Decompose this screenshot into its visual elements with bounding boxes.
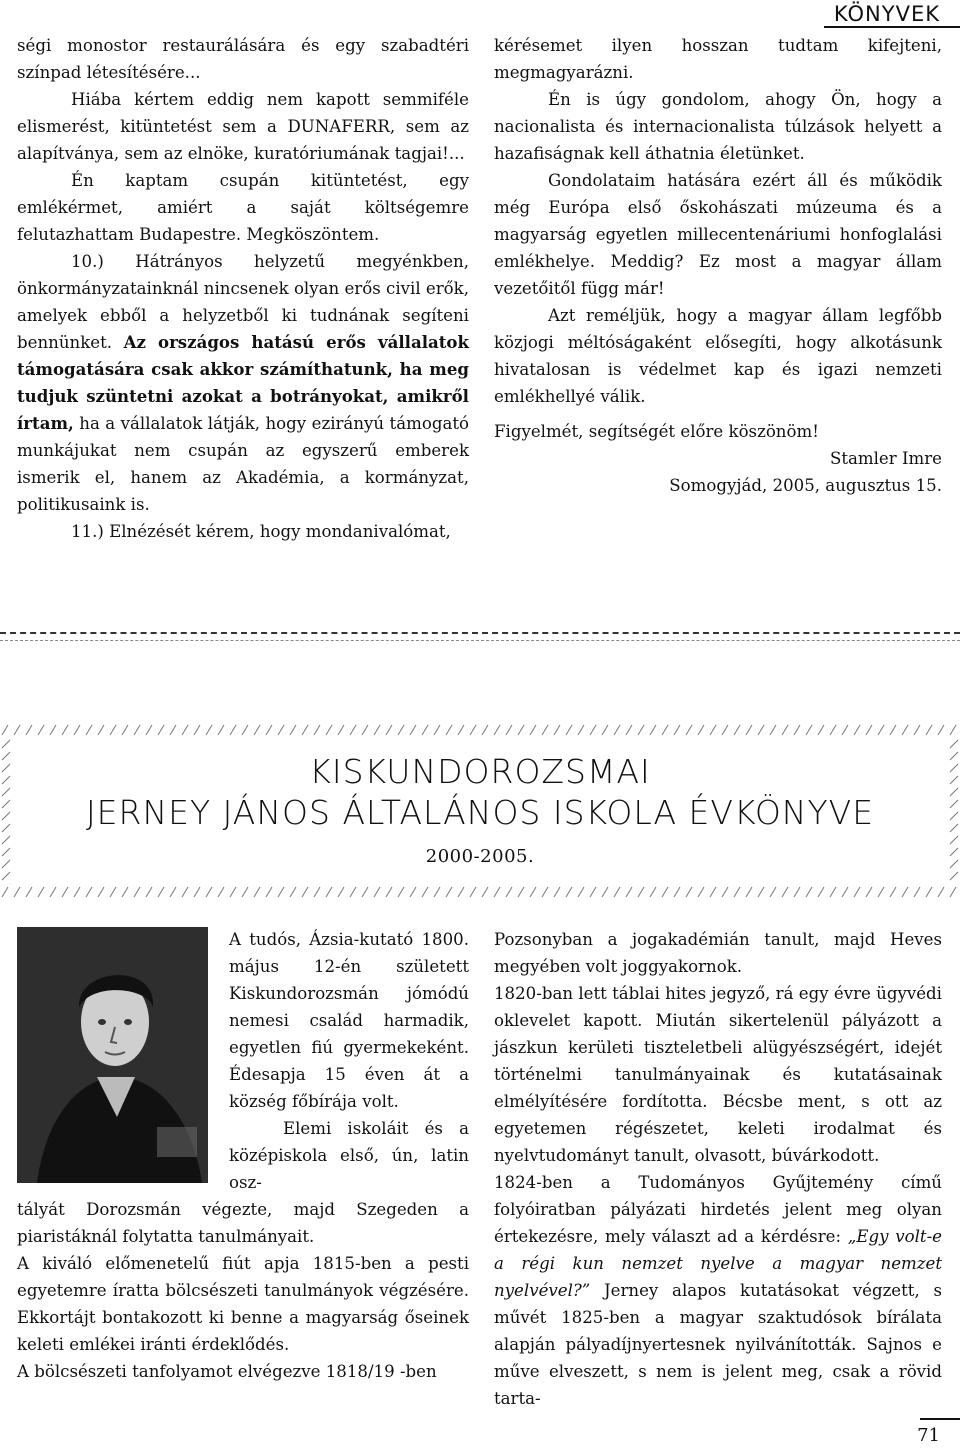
paragraph-with-quote [494,1169,942,1412]
closing-line: Figyelmét, segítségét előre köszönöm! [494,422,819,441]
paragraph: Én is úgy gondolom, ahogy Ön, hogy a nacionalista és internacionalista túlzások helyett a hazafiságnak kell áthatnia életünket. [494,90,942,163]
paragraph: Gondolataim hatására ezért áll és működik még Európa első őskohászati múzeuma és a magyarság egyetlen millecentenáriumi honfoglalási emlékhelye. Meddig? Ez most a magyar állam vezetőitől függ már! [494,171,942,298]
section-header [834,2,940,26]
header-rule [824,26,960,28]
bottom-left-column [17,1196,469,1385]
paragraph: Én kaptam csupán kitüntetést, egy emlékérmet, amiért a saját költségemre felutazhattam Budapestre. Megköszöntem. [17,171,469,244]
paragraph: Pozsonyban a jogakadémián tanult, majd Heves megyében volt joggyakornok. [494,930,942,976]
banner-title-line-1: KISKUNDOROZSMAI [309,752,651,791]
signature: Stamler Imre [829,449,942,468]
page-number: 71 [917,1425,940,1446]
paragraph: 1820-ban lett táblai hites jegyző, rá egy évre ügyvédi oklevelet kapott. Miután sikertelenül pályázott a jászkun kerületi tiszteletbeli alügyészségért, idejét történelmi tanulmányainak és kutatásainak elmélyítésére fordította. Bécsbe ment, s ott az egyetemen régészetet, keleti irodalmat és nyelvtudományt tanult, olvasott, búvárkodott. [494,984,942,1165]
paragraph: Hiába kértem eddig nem kapott semmiféle elismerést, kitüntetést sem a DUNAFERR, sem az alapítványa, sem az elnöke, kuratóriumának tagjai!... [17,90,469,163]
bottom-left-side-column [229,926,469,1196]
paragraph: A bölcsészeti tanfolyamot elvégezve 1818/19 -ben [17,1362,437,1381]
section-divider [0,632,960,634]
paragraph: Elemi iskoláit és a középiskola első, ún, latin osz- [229,1119,469,1192]
paragraph-text: 1824-ben a Tudományos Gyűjtemény című folyóiratban pályázati hirdetés jelent meg olyan értekezésre, mely választ ad a kérdésre: [494,1173,942,1246]
section-divider-secondary [0,640,960,641]
paragraph: 11.) Elnézését kérem, hogy mondanivalómat, [71,522,451,541]
paragraph: kérésemet ilyen hosszan tudtam kifejteni, megmagyarázni. [494,36,942,82]
top-left-column [17,32,469,545]
top-right-column [494,32,942,499]
decorative-hatch-bottom [0,884,960,900]
page-number-rule [920,1418,960,1420]
paragraph-text: Jerney alapos kutatásokat végzett, s művét 1825-ben a magyar szaktudósok bírálata alapján pályadíjnyertesnek nyilvánították. Sajnos e műve elveszett, s nem is jelent meg, csak a rövid tarta- [494,1281,942,1408]
paragraph: A tudós, Ázsia-kutató 1800. május 12-én született Kiskundorozsmán jómódú nemesi család harmadik, egyetlen fiú gyermekeként. Édesapja 15 éven át a község főbírája volt. [229,930,469,1111]
section-title: KÖNYVEK [833,2,940,26]
paragraph: tályát Dorozsmán végezte, majd Szegeden a piaristáknál folytatta tanulmányait. [17,1200,469,1246]
banner-title-line-2: JERNEY JÁNOS ÁLTALÁNOS ISKOLA ÉVKÖNYVE [85,793,875,832]
paragraph: ségi monostor restaurálására és egy szabadtéri színpad létesítésére... [17,36,469,82]
bottom-right-column [494,926,942,1412]
paragraph: Azt reméljük, hogy a magyar állam legfőbb közjogi méltóságaként elősegíti, hogy alkotásunk hivatalosan is védelmet kap és igazi nemzeti emlékhellyé válik. [494,306,942,406]
italic-quote: „Egy volt-e a régi kun nemzet nyelve a magyar nemzet nyelvével?” [494,1227,942,1300]
paragraph: A kiváló előmenetelű fiút apja 1815-ben a pesti egyetemre íratta bölcsészeti tanulmányok végzésére. Ekkortájt bontakozott ki benne a magyarság őseinek keleti emlékei iránti érdeklődés. [17,1254,469,1354]
paragraph-with-emphasis [17,248,469,518]
bold-emphasis: Az országos hatású erős vállalatok támogatására csak akkor számíthatunk, ha meg tudjuk szüntetni azokat a botrányokat, amikről írtam, [17,332,469,433]
paragraph-text: 10.) Hátrányos helyzetű megyénkben, önkormányzatainknál nincsenek olyan erős civil erők, amelyek ebből a helyzetből ki tudnának segíteni bennünket. [17,252,469,352]
portrait-image [17,927,208,1183]
paragraph-text: ha a vállalatok látják, hogy ezirányú támogató munkájukat nem csupán az egyszerű emberek ismerik el, hanem az Akadémia, a kormányzat, politikusaink is. [17,414,469,514]
banner-years: 2000-2005. [425,846,535,867]
decorative-hatch-top [0,722,960,738]
portrait-illustration [17,927,208,1183]
place-date: Somogyjád, 2005, augusztus 15. [669,476,942,495]
